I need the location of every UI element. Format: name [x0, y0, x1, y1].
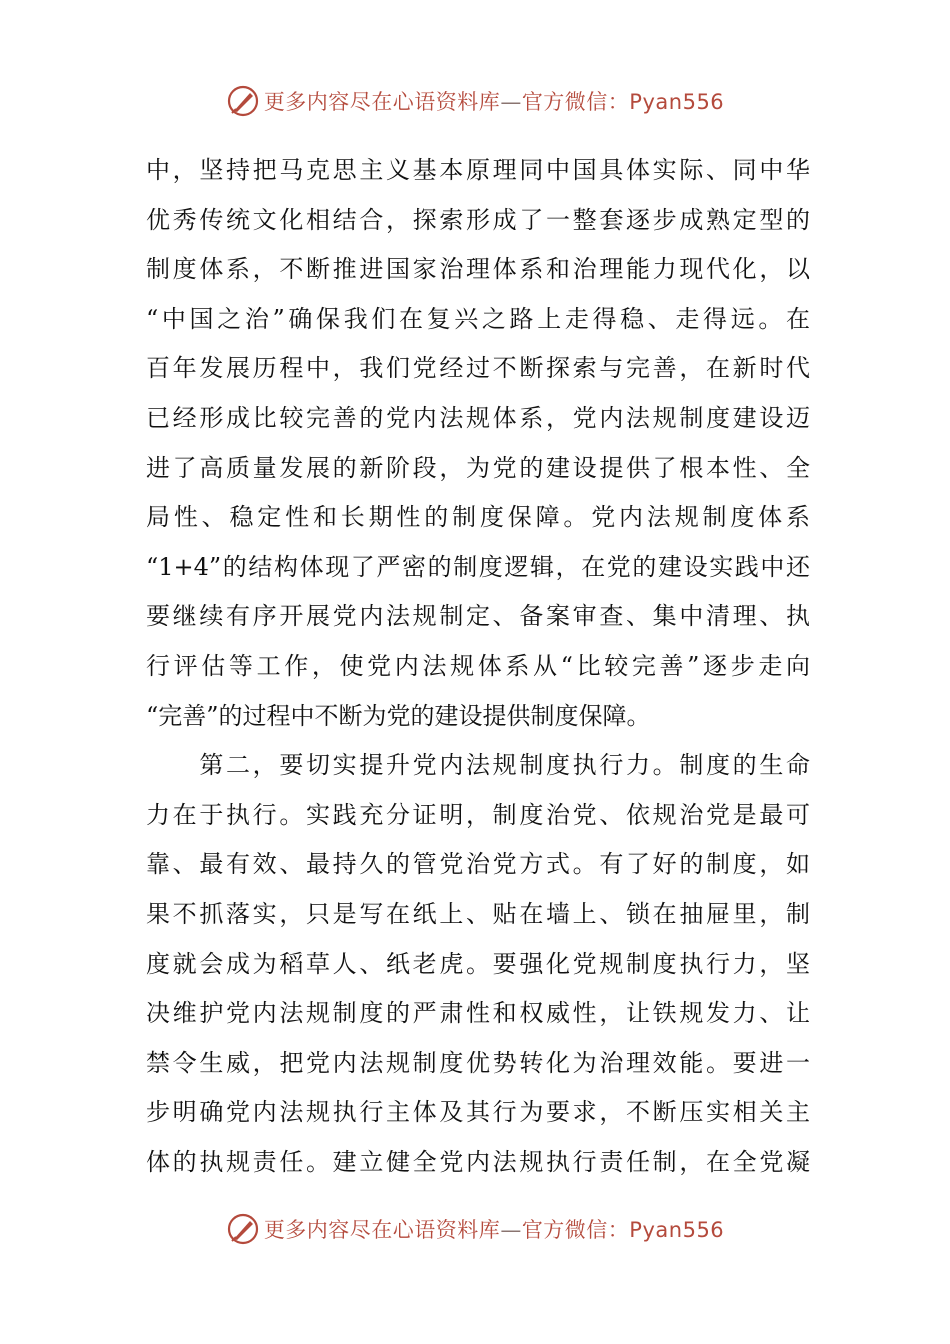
text-line: 靠、最有效、最持久的管党治党方式。有了好的制度，如 — [146, 850, 810, 879]
text-line: 行评估等工作，使党内法规体系从“比较完善”逐步走向 — [146, 651, 810, 680]
text-line: 进了高质量发展的新阶段，为党的建设提供了根本性、全 — [146, 453, 810, 482]
text-line: 度就会成为稻草人、纸老虎。要强化党规制度执行力，坚 — [146, 949, 810, 978]
text-line: 第二，要切实提升党内法规制度执行力。制度的生命 — [146, 751, 810, 780]
text-line: “完善”的过程中不断为党的建设提供制度保障。 — [146, 701, 651, 730]
text-line: 局性、稳定性和长期性的制度保障。党内法规制度体系 — [146, 503, 810, 532]
banner-separator: — — [500, 90, 522, 114]
text-line: 体的执规责任。建立健全党内法规执行责任制，在全党凝 — [146, 1147, 810, 1176]
banner-text — [264, 86, 724, 116]
text-line: 决维护党内法规制度的严肃性和权威性，让铁规发力、让 — [146, 999, 810, 1028]
text-line: “1+4”的结构体现了严密的制度逻辑，在党的建设实践中还 — [146, 552, 810, 581]
quill-logo-icon — [226, 1212, 260, 1246]
header-watermark — [0, 84, 950, 118]
text-line: 要继续有序开展党内法规制定、备案审查、集中清理、执 — [146, 602, 810, 631]
banner-brand: 更多内容尽在心语资料库 — [263, 90, 501, 114]
footer-watermark — [0, 1212, 950, 1246]
text-line: 禁令生威，把党内法规制度优势转化为治理效能。要进一 — [146, 1048, 810, 1077]
text-line: 百年发展历程中，我们党经过不断探索与完善，在新时代 — [146, 354, 810, 383]
banner-wechat: 官方微信：Pyan556 — [521, 90, 725, 114]
text-line: 步明确党内法规执行主体及其行为要求，不断压实相关主 — [146, 1098, 810, 1127]
quill-logo-icon — [226, 84, 260, 118]
text-line: 力在于执行。实践充分证明，制度治党、依规治党是最可 — [146, 800, 810, 829]
text-line: 已经形成比较完善的党内法规体系，党内法规制度建设迈 — [146, 403, 810, 432]
text-line: 中，坚持把马克思主义基本原理同中国具体实际、同中华 — [146, 156, 810, 184]
text-line: “中国之治”确保我们在复兴之路上走得稳、走得远。在 — [146, 304, 810, 333]
document-body — [146, 146, 810, 1187]
text-line: 果不抓落实，只是写在纸上、贴在墙上、锁在抽屉里，制 — [146, 899, 810, 928]
text-line: 优秀传统文化相结合，探索形成了一整套逐步成熟定型的 — [146, 205, 810, 234]
banner-text — [264, 1214, 724, 1244]
text-line: 制度体系，不断推进国家治理体系和治理能力现代化，以 — [146, 255, 810, 284]
banner-separator: — — [500, 1218, 522, 1242]
banner-wechat: 官方微信：Pyan556 — [521, 1218, 725, 1242]
banner-brand: 更多内容尽在心语资料库 — [263, 1218, 501, 1242]
